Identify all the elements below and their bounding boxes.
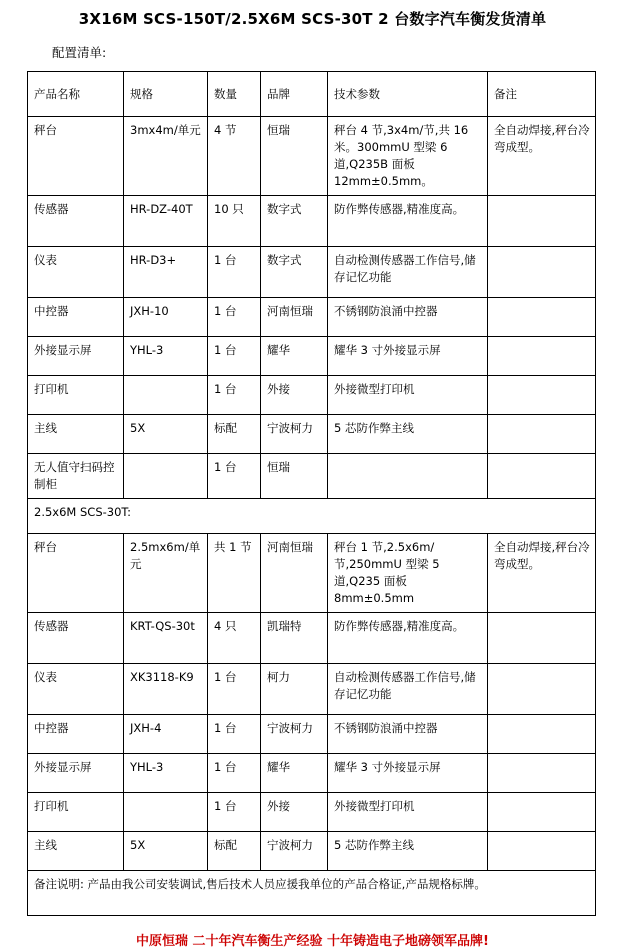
- cell-tech-params: [328, 454, 488, 499]
- cell-quantity: 1 台: [208, 247, 261, 298]
- cell-remark: [488, 754, 596, 793]
- cell-spec: JXH-4: [124, 715, 208, 754]
- table-body: [28, 117, 596, 916]
- section-label: 2.5x6M SCS-30T:: [28, 499, 596, 534]
- cell-spec: KRT-QS-30t: [124, 613, 208, 664]
- cell-product-name: 打印机: [28, 376, 124, 415]
- column-header-quantity: 数量: [208, 72, 261, 117]
- cell-brand: 宁波柯力: [261, 715, 328, 754]
- cell-quantity: 1 台: [208, 664, 261, 715]
- cell-brand: 河南恒瑞: [261, 534, 328, 613]
- table-section-row: [28, 499, 596, 534]
- cell-tech-params: 耀华 3 寸外接显示屏: [328, 337, 488, 376]
- cell-tech-params: 5 芯防作弊主线: [328, 832, 488, 871]
- cell-tech-params: 不锈钢防浪涌中控器: [328, 298, 488, 337]
- cell-tech-params: 自动检测传感器工作信号,储存记忆功能: [328, 664, 488, 715]
- cell-remark: [488, 376, 596, 415]
- cell-product-name: 主线: [28, 415, 124, 454]
- spec-table: [27, 71, 596, 916]
- cell-remark: [488, 613, 596, 664]
- cell-product-name: 外接显示屏: [28, 337, 124, 376]
- cell-brand: 耀华: [261, 337, 328, 376]
- cell-brand: 数字式: [261, 247, 328, 298]
- cell-quantity: 10 只: [208, 196, 261, 247]
- cell-tech-params: 外接微型打印机: [328, 793, 488, 832]
- cell-brand: 宁波柯力: [261, 415, 328, 454]
- cell-remark: [488, 298, 596, 337]
- cell-product-name: 主线: [28, 832, 124, 871]
- cell-tech-params: 秤台 1 节,2.5x6m/节,250mmU 型梁 5 道,Q235 面板 8mm±0.5mm: [328, 534, 488, 613]
- cell-remark: [488, 664, 596, 715]
- cell-quantity: 共 1 节: [208, 534, 261, 613]
- cell-quantity: 1 台: [208, 715, 261, 754]
- cell-tech-params: 5 芯防作弊主线: [328, 415, 488, 454]
- cell-spec: 5X: [124, 832, 208, 871]
- column-header-remark: 备注: [488, 72, 596, 117]
- cell-product-name: 秤台: [28, 534, 124, 613]
- cell-quantity: 1 台: [208, 754, 261, 793]
- cell-remark: [488, 454, 596, 499]
- cell-remark: [488, 196, 596, 247]
- cell-product-name: 打印机: [28, 793, 124, 832]
- table-note-row: [28, 871, 596, 916]
- cell-brand: 凯瑞特: [261, 613, 328, 664]
- cell-quantity: 标配: [208, 832, 261, 871]
- table-row: [28, 298, 596, 337]
- cell-tech-params: 秤台 4 节,3x4m/节,共 16 米。300mmU 型梁 6 道,Q235B 面板 12mm±0.5mm。: [328, 117, 488, 196]
- remark-note: 备注说明: 产品由我公司安装调试,售后技术人员应援我单位的产品合格证,产品规格标牌。: [28, 871, 596, 916]
- cell-remark: [488, 793, 596, 832]
- cell-product-name: 仪表: [28, 247, 124, 298]
- cell-quantity: 1 台: [208, 454, 261, 499]
- cell-quantity: 4 节: [208, 117, 261, 196]
- table-row: [28, 534, 596, 613]
- cell-tech-params: 不锈钢防浪涌中控器: [328, 715, 488, 754]
- cell-product-name: 无人值守扫码控制柜: [28, 454, 124, 499]
- cell-brand: 数字式: [261, 196, 328, 247]
- cell-remark: 全自动焊接,秤台冷弯成型。: [488, 534, 596, 613]
- cell-brand: 外接: [261, 793, 328, 832]
- cell-spec: HR-D3+: [124, 247, 208, 298]
- cell-remark: [488, 715, 596, 754]
- column-header-tech-params: 技术参数: [328, 72, 488, 117]
- cell-tech-params: 外接微型打印机: [328, 376, 488, 415]
- cell-spec: [124, 454, 208, 499]
- cell-spec: YHL-3: [124, 337, 208, 376]
- table-row: [28, 454, 596, 499]
- table-header: [28, 72, 596, 117]
- cell-spec: [124, 793, 208, 832]
- cell-quantity: 1 台: [208, 337, 261, 376]
- column-header-spec: 规格: [124, 72, 208, 117]
- table-row: [28, 337, 596, 376]
- cell-product-name: 中控器: [28, 298, 124, 337]
- cell-spec: 2.5mx6m/单元: [124, 534, 208, 613]
- cell-brand: 河南恒瑞: [261, 298, 328, 337]
- table-row: [28, 793, 596, 832]
- column-header-product-name: 产品名称: [28, 72, 124, 117]
- cell-brand: 宁波柯力: [261, 832, 328, 871]
- table-row: [28, 715, 596, 754]
- cell-tech-params: 防作弊传感器,精准度高。: [328, 196, 488, 247]
- cell-remark: [488, 832, 596, 871]
- cell-spec: JXH-10: [124, 298, 208, 337]
- cell-remark: [488, 337, 596, 376]
- column-header-brand: 品牌: [261, 72, 328, 117]
- table-row: [28, 613, 596, 664]
- cell-quantity: 1 台: [208, 376, 261, 415]
- cell-tech-params: 防作弊传感器,精准度高。: [328, 613, 488, 664]
- cell-brand: 外接: [261, 376, 328, 415]
- cell-brand: 耀华: [261, 754, 328, 793]
- cell-quantity: 1 台: [208, 793, 261, 832]
- table-row: [28, 117, 596, 196]
- cell-spec: 5X: [124, 415, 208, 454]
- cell-product-name: 仪表: [28, 664, 124, 715]
- cell-product-name: 传感器: [28, 196, 124, 247]
- table-row: [28, 754, 596, 793]
- cell-brand: 柯力: [261, 664, 328, 715]
- cell-spec: [124, 376, 208, 415]
- cell-spec: 3mx4m/单元: [124, 117, 208, 196]
- cell-tech-params: 耀华 3 寸外接显示屏: [328, 754, 488, 793]
- cell-remark: 全自动焊接,秤台冷弯成型。: [488, 117, 596, 196]
- cell-remark: [488, 247, 596, 298]
- table-row: [28, 664, 596, 715]
- cell-remark: [488, 415, 596, 454]
- cell-product-name: 秤台: [28, 117, 124, 196]
- table-row: [28, 196, 596, 247]
- cell-brand: 恒瑞: [261, 117, 328, 196]
- table-header-row: [28, 72, 596, 117]
- page-footer-slogan: 中原恒瑞 二十年汽车衡生产经验 十年铸造电子地磅领军品牌!: [136, 934, 489, 949]
- cell-product-name: 中控器: [28, 715, 124, 754]
- cell-spec: XK3118-K9: [124, 664, 208, 715]
- cell-quantity: 标配: [208, 415, 261, 454]
- cell-quantity: 4 只: [208, 613, 261, 664]
- table-row: [28, 415, 596, 454]
- table-row: [28, 247, 596, 298]
- cell-quantity: 1 台: [208, 298, 261, 337]
- config-list-label: 配置清单:: [52, 45, 107, 60]
- document-page: [0, 9, 625, 949]
- table-row: [28, 832, 596, 871]
- cell-spec: YHL-3: [124, 754, 208, 793]
- cell-brand: 恒瑞: [261, 454, 328, 499]
- page-title: 3X16M SCS-150T/2.5X6M SCS-30T 2 台数字汽车衡发货清单: [78, 10, 547, 28]
- table-row: [28, 376, 596, 415]
- cell-product-name: 传感器: [28, 613, 124, 664]
- cell-product-name: 外接显示屏: [28, 754, 124, 793]
- cell-tech-params: 自动检测传感器工作信号,储存记忆功能: [328, 247, 488, 298]
- cell-spec: HR-DZ-40T: [124, 196, 208, 247]
